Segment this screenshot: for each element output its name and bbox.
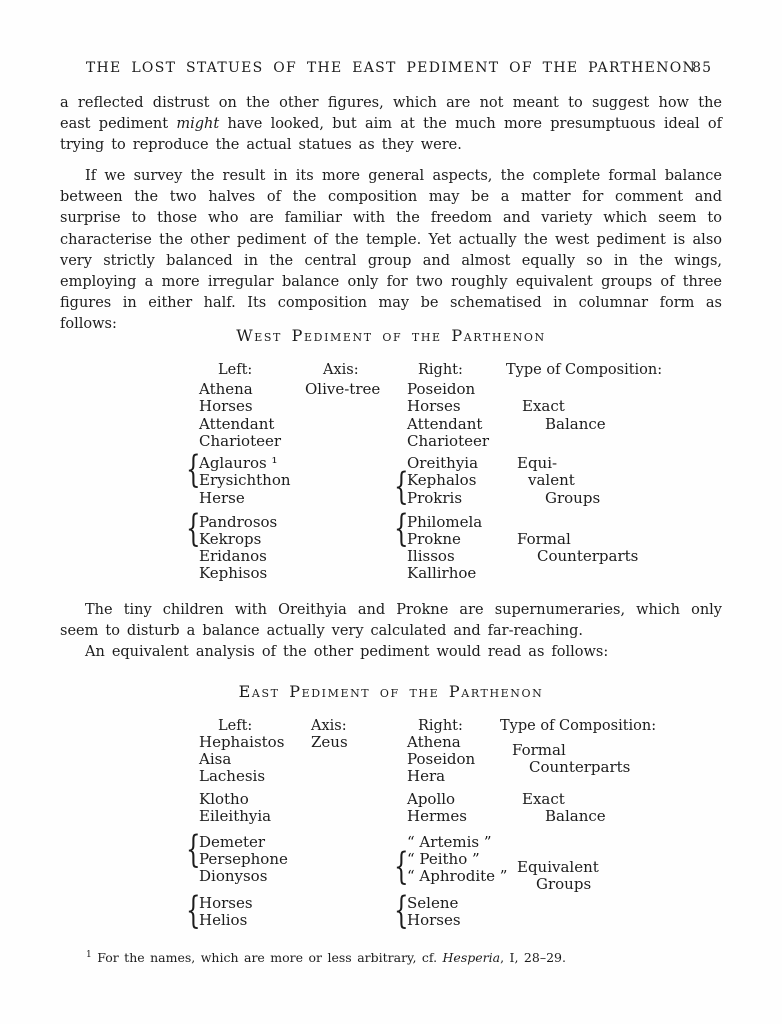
composition-type: Exact <box>522 790 565 808</box>
footnote-text: , I, 28–29. <box>500 950 566 966</box>
brace-icon: { <box>186 828 201 871</box>
brace-icon: { <box>186 507 201 550</box>
paragraph-italic: might <box>176 116 220 133</box>
column-header-type: Type of Composition: <box>506 362 663 378</box>
entry: Attendant <box>199 415 275 433</box>
entry: Selene <box>407 894 459 912</box>
paragraph-text: have looked, but aim at the much more presumptuous ideal of trying to reproduce the actual statues as they were. <box>60 116 723 154</box>
entry: Olive-tree <box>305 380 381 398</box>
paragraph <box>60 93 722 157</box>
composition-type: valent <box>528 471 575 489</box>
footnote <box>60 946 722 967</box>
composition-type: Counterparts <box>537 547 639 565</box>
column-header-axis: Axis: <box>323 362 359 378</box>
entry: Aglauros ¹ <box>199 454 278 472</box>
entry: Kephalos <box>407 471 477 489</box>
entry: Charioteer <box>407 432 490 450</box>
entry: Hera <box>407 767 446 785</box>
brace-icon: { <box>186 889 201 932</box>
column-header-right: Right: <box>418 718 463 734</box>
paragraph: An equivalent analysis of the other pediment would read as follows: <box>85 644 609 660</box>
composition-type: Exact <box>522 397 565 415</box>
page-title: THE LOST STATUES OF THE EAST PEDIMENT OF THE PARTHENON <box>85 60 697 76</box>
entry: Kekrops <box>199 530 262 548</box>
entry: Attendant <box>407 415 483 433</box>
composition-type: Formal <box>517 530 571 548</box>
column-header-axis: Axis: <box>311 718 347 734</box>
entry: Oreithyia <box>407 454 479 472</box>
composition-type: Equivalent <box>517 858 599 876</box>
footnote-text: For the names, which are more or less arbitrary, cf. <box>91 950 443 966</box>
brace-icon: { <box>394 889 409 932</box>
entry: Ilissos <box>407 547 455 565</box>
entry: Persephone <box>199 850 288 868</box>
entry: Hephaistos <box>199 733 285 751</box>
paragraph-text: a reflected distrust on the other figures, which are not meant to suggest how the east pediment <box>60 95 722 133</box>
west-pediment-table <box>60 326 722 588</box>
entry: Horses <box>407 911 461 929</box>
east-pediment-table <box>60 682 722 934</box>
entry: Zeus <box>311 733 348 751</box>
column-header-left: Left: <box>218 362 253 378</box>
entry: Dionysos <box>199 867 268 885</box>
composition-type: Equi- <box>517 454 558 472</box>
entry: Klotho <box>199 790 249 808</box>
composition-type: Balance <box>545 415 606 433</box>
entry: Horses <box>199 397 253 415</box>
entry: Horses <box>199 894 253 912</box>
brace-icon: { <box>394 507 409 550</box>
entry: Kallirhoe <box>407 564 477 582</box>
entry: Eileithyia <box>199 807 272 825</box>
column-header-right: Right: <box>418 362 463 378</box>
brace-icon: { <box>394 465 409 508</box>
entry: “ Artemis ” <box>407 833 492 851</box>
entry: Erysichthon <box>199 471 291 489</box>
entry: “ Aphrodite ” <box>407 867 508 885</box>
entry: Athena <box>407 733 461 751</box>
footnote-italic: Hesperia <box>442 950 501 966</box>
entry: Hermes <box>407 807 467 825</box>
column-header-type: Type of Composition: <box>500 718 657 734</box>
entry: Prokris <box>407 489 463 507</box>
entry: Poseidon <box>407 380 476 398</box>
paragraph: The tiny children with Oreithyia and Prokne are supernumeraries, which only seem to disturb a balance actually very calculated and far-reaching. <box>60 602 722 640</box>
entry: Apollo <box>407 790 456 808</box>
paragraph: If we survey the result in its more general aspects, the complete formal balance between the two halves of the composition may be a matter for comment and surprise to those who are familiar with the freedom and variety which seem to characterise the other pediment of the temple. Yet actually the west pediment is also very strictly balanced in the central group and almost equally so in the wings, employing a more irregular balance only for two roughly equivalent groups of three figures in either half. Its composition may be schematised in columnar form as follows: <box>60 168 722 333</box>
entry: Kephisos <box>199 564 268 582</box>
entry: Eridanos <box>199 547 267 565</box>
entry: Demeter <box>199 833 266 851</box>
entry: Horses <box>407 397 461 415</box>
composition-type: Balance <box>545 807 606 825</box>
composition-type: Formal <box>512 741 566 759</box>
page-number: 85 <box>692 60 712 76</box>
entry: Prokne <box>407 530 461 548</box>
brace-icon: { <box>394 845 409 888</box>
composition-type: Groups <box>536 875 592 893</box>
composition-type: Groups <box>545 489 601 507</box>
entry: Pandrosos <box>199 513 278 531</box>
entry: Poseidon <box>407 750 476 768</box>
entry: Athena <box>199 380 253 398</box>
entry: “ Peitho ” <box>407 850 480 868</box>
entry: Philomela <box>407 513 483 531</box>
entry: Herse <box>199 489 245 507</box>
entry: Aisa <box>199 750 232 768</box>
running-head <box>0 60 782 82</box>
entry: Charioteer <box>199 432 282 450</box>
footnote-marker: 1 <box>86 950 92 960</box>
composition-type: Counterparts <box>529 758 631 776</box>
entry: Lachesis <box>199 767 266 785</box>
entry: Helios <box>199 911 248 929</box>
brace-icon: { <box>186 448 201 491</box>
table-heading: West Pediment of the Parthenon <box>236 326 546 345</box>
table-heading: East Pediment of the Parthenon <box>238 682 544 701</box>
column-header-left: Left: <box>218 718 253 734</box>
